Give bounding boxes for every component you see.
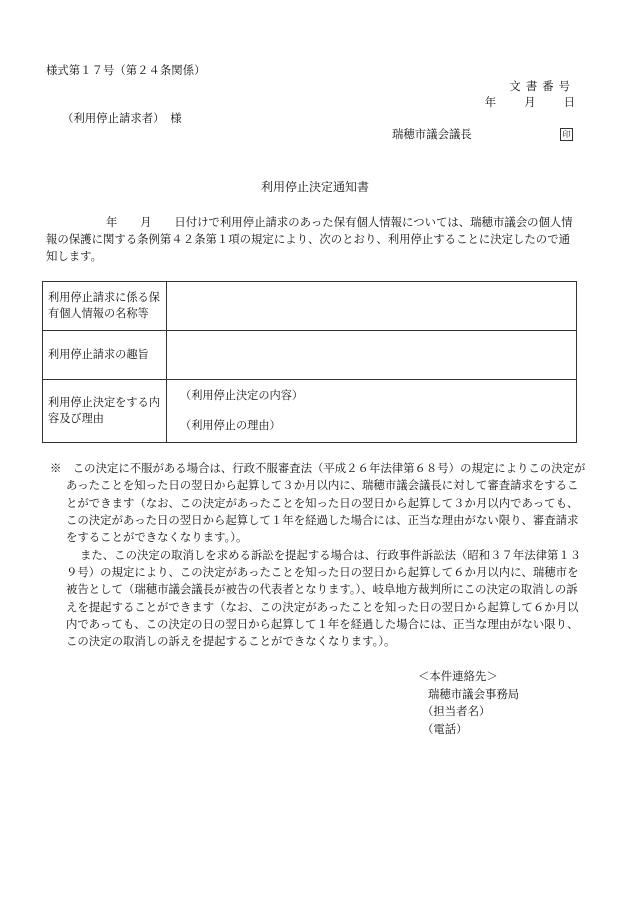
table-row: [43, 282, 577, 331]
info-table: [42, 281, 577, 443]
contact-person: （担当者名）: [422, 704, 491, 719]
row-value-decision: [167, 380, 577, 443]
row-value-purpose: [167, 331, 577, 380]
table-row: [43, 331, 577, 380]
form-number: 様式第１７号（第２４条関係）: [46, 63, 206, 77]
contact-block: [418, 668, 519, 739]
row-label-name: 利用停止請求に係る保有個人情報の名称等: [43, 282, 167, 331]
table-row: [43, 380, 577, 443]
document-number-label: 文書番号: [509, 79, 575, 93]
sender: 瑞穂市議会議長: [392, 127, 472, 141]
document-title: 利用停止決定通知書: [260, 180, 369, 194]
note-appeal: ※ この決定に不服がある場合は、行政不服審査法（平成２６年法律第６８号）の規定によりこの決定があったことを知った日の翌日から起算して３か月以内に、瑞穂市議会議長に対して審査請求をすることができます（なお、この決定があったことを知った日の翌日から起算して３か月以内であっても、この決定があった日の翌日から起算して１年を経過した場合には、正当な理由がない限り、審査請求をすることができなくなります。）。: [50, 461, 586, 545]
date-day: 日: [563, 95, 575, 109]
body-text: [46, 214, 576, 265]
decision-content-label: （利用停止決定の内容）: [180, 388, 304, 402]
contact-office: 瑞穂市議会事務局: [428, 686, 520, 701]
contact-heading: ＜本件連絡先＞: [418, 669, 498, 683]
row-label-purpose: 利用停止請求の趣旨: [43, 331, 167, 380]
contact-phone: （電話）: [422, 722, 468, 737]
recipient: （利用停止請求者） 様: [62, 111, 182, 125]
seal-mark: 印: [560, 128, 573, 141]
date-line: [485, 94, 575, 111]
body-paragraph: 年 月 日付けで利用停止請求のあった保有個人情報については、瑞穂市議会の個人情報の保護に関する条例第４２条第１項の規定により、次のとおり、利用停止することに決定したので通知します。: [46, 215, 573, 264]
date-year: 年: [484, 95, 497, 109]
date-month: 月: [524, 95, 536, 109]
notes: [50, 460, 586, 651]
row-value-name: [167, 282, 577, 331]
row-label-decision: 利用停止決定をする内容及び理由: [43, 380, 167, 443]
decision-reason-label: （利用停止の理由）: [180, 419, 281, 432]
note-lawsuit: また、この決定の取消しを求める訴訟を提起する場合は、行政事件訴訟法（昭和３７年法律第１３９号）の規定により、この決定があったことを知った日の翌日から起算して６か月以内に、瑞穂市を被告として（瑞穂市議会議長が被告の代表者となります。）、岐阜地方裁判所にこの決定の取消しの訴えを提起することができます（なお、この決定があったことを知った日の翌日から起算して６か月以内であっても、この決定の日の翌日から起算して１年を経過した場合には、正当な理由がない限り、この決定の取消しの訴えを提起することができなくなります。）。: [66, 547, 582, 649]
